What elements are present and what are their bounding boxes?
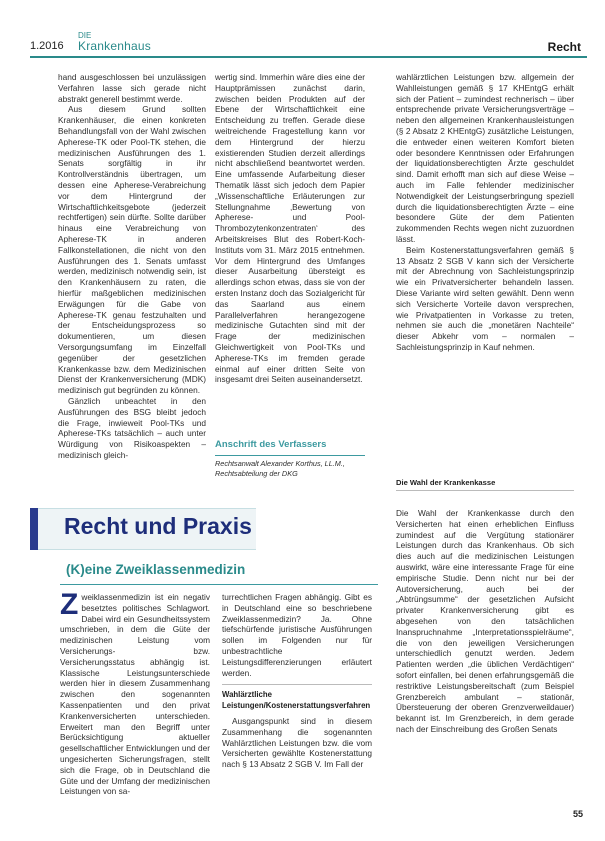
drop-cap: Z — [60, 592, 79, 621]
paragraph — [60, 592, 210, 797]
page-header — [0, 0, 605, 60]
magazine-logo: Krankenhaus — [78, 39, 151, 53]
author-address: Rechtsanwalt Alexander Korthus, LL.M., Rechtsabteilung der DKG — [215, 459, 345, 478]
article-title: (K)eine Zweiklassenmedizin — [66, 562, 246, 577]
top-column-1 — [58, 72, 206, 461]
subheading-divider — [396, 490, 574, 491]
page-number: 55 — [572, 809, 583, 819]
banner-title: Recht und Praxis — [64, 513, 252, 539]
article-column-2 — [222, 592, 372, 822]
paragraph: Die Wahl der Krankenkasse durch den Versicherten hat einen erheblichen Einfluss zumindest auf die Vergütung stationärer Leistungen durch das Krankenhaus. Ob sich dies auch auf die medizinischen Leistungen auswirkt, wäre eine interessante Frage für eine empirische Studie. Denn nicht nur bei der Autoversicherung, auch bei der „Abtrüngsumme“ der gesetzlichen Aufsicht privater Krankenversicherung gibt es abgesehen von den tatsächlichen Inanspruchnahme „Interpretationsspielräume“, die von den jeweiligen Versicherungen unterschiedlich genutzt werden. Jedem Patienten werden „die üblichen Verdächtigen“ sofort einfallen, bei denen erfahrungsgemäß die restriktive Leistungsbereitschaft (zum Beispiel Grenzbereich ambulant – stationär, Übersteuerung der oberen Grenzverweildauer) bekannt ist. Im Grenzbereich, in dem gerade nach der Einschreibung des Großen Senats — [396, 508, 574, 734]
paragraph: hand ausgeschlossen bei unzulässigen Verfahren lasse sich gerade nicht abstrakt generell bestimmt werde. — [58, 72, 206, 104]
top-column-2 — [215, 72, 365, 432]
paragraph: wahlärztlichen Leistungen bzw. allgemein der Wahlleistungen gemäß § 17 KHEntgG erhält sich der Patient – zumindest rechnerisch – über entsprechende private Versicherungsverträge – neben den allgemeinen Krankenhausleistungen (§ 2 Absatz 2 KHEntgG) zusätzliche Leistungen, die entweder einen weiteren Komfort bieten oder besondere Kenntnissen oder Erfahrungen der liquidationsberechtigten Ärzte geschuldet sind. Damit erhofft man sich auf diese Weise – auch im Falle fehlender medizinischer Notwendigkeit der Leistungserbringung speziell durch die liquidationsberechtigten Ärzte – eine besondere Güte der dem Patienten zukommenden Rechts wegen nicht zuzuordnen lässt. — [396, 72, 574, 244]
banner-accent-bar — [30, 508, 38, 550]
top-column-3 — [396, 72, 574, 472]
paragraph: Ausgangspunkt sind in diesem Zusammenhang die sogenannten Wahlärztlichen Leistungen bzw. die vom Versicherten gewählte Kostenerstattung nach § 13 Absatz 2 SGB V. Im Fall der — [222, 715, 372, 770]
article-column-1 — [60, 592, 210, 822]
article-title-divider — [60, 584, 378, 585]
paragraph: Aus diesem Grund sollten Krankenhäuser, die einen konkreten Behandlungsfall von der Wahl zwischen Apherese-TK oder Pool-TK stehen, die medizinischen Ausführungen des 1. Senats sorgfältig in ihr Kontrollverständnis übertragen, um dessen eine Apherese-Verabreichung vor dem Hintergrund der Wirtschaftlichkeitsgebote (jederzeit rechtfertigen) sein dürfte. Sollte darüber hinaus eine Verabreichung von Apherese-TK in anderen Fallkonstellationen, die nicht von den Ausführungen des 1. Senats umfasst werden, medizinisch notwendig sein, ist den Krankenhäusern zu raten, die hierfür maßgeblichen medizinischen Erwägungen für die Gabe von Apherese-TK genau festzuhalten und der Entscheidungsprozess so dokumentieren, um diesen Versorgungsumfang im Einzelfall gegenüber der gesetzlichen Krankenkasse bzw. dem Medizinischen Dienst der Krankenversicherung (MDK) medizinisch gut begründen zu können. — [58, 104, 206, 396]
paragraph: Gänzlich unbeachtet in den Ausführungen des BSG bleibt jedoch die Frage, inwieweit Pool-TKs und Apherese-TKs tatsächlich – auch unter Würdigung von Risikoaspekten – medizinisch gleich- — [58, 395, 206, 460]
header-divider — [30, 56, 587, 58]
paragraph: Beim Kostenerstattungsverfahren gemäß § 13 Absatz 2 SGB V kann sich der Versicherte mit der Abrechnung von Sachleistungsprinzip wie ein Privatversicherter behandeln lassen. Diese Variante wird selten gewählt. Denn wenn sich Versicherte Vorteile davon versprechen, wie Privatpatienten in Vorkasse zu treten, nehmen sie auch die „monetären Nachteile“ dieser Abkehr vom – normalen – Sachleistungsprinzip in Kauf nehmen. — [396, 244, 574, 352]
issue-number: 1.2016 — [30, 40, 64, 52]
section-label: Recht — [547, 40, 581, 54]
paragraph: turrechtlichen Fragen abhängig. Gibt es in Deutschland eine so beschriebene Zweiklassenmedizin? Ja. Ohne tiefschürfende juristische Ausführungen sollen im Folgenden nur für unbestrachtliche Leistungsdifferenzierungen erläutert werden. — [222, 592, 372, 678]
article-column-3 — [396, 508, 574, 808]
subheading-wahlleistungen: Wahlärztliche Leistungen/Kostenerstattungsverfahren — [222, 684, 372, 712]
logo-prefix: DIE — [78, 31, 92, 40]
paragraph: wertig sind. Immerhin wäre dies eine der Hauptprämissen zunächst darin, zwischen beiden Produkten auf der Ebene der Wirtschaftlichkeit eine Entscheidung zu treffen. Gerade diese weitreichende Fragestellung kann vor dem Hintergrund der hierzu existierenden Studien derzeit allerdings nicht abschließend beantwortet werden. Eine umfassende Aufarbeitung dieser Thematik lässt sich jedoch dem Papier „Wissenschaftliche Erläuterungen zur Stellungnahme ‚Bewertung von Apherese- und Pool-Thrombozytenkonzentraten‘ des Arbeitskreises Blut des Robert-Koch-Instituts vom 31. März 2015 entnehmen. Vor dem Hintergrund des Umfanges dieser Ausarbeitung übersteigt es allerdings schon etwas, dass sie von der ersten Instanz doch das Sozialgericht für das Saarland aus einem Parallelverfahren herangezogene medizinische Gutachten sind mit der Frage der medizinischen Gleichwertigkeit von Pool-TKs und Apherese-TKs im fremden gerade einmal auf einer dritten Seite von insgesamt drei Seiten auseinandersetzt. — [215, 72, 365, 385]
author-address-divider — [215, 455, 365, 456]
subheading-krankenkasse: Die Wahl der Krankenkasse — [396, 478, 496, 487]
paragraph-text: weiklassenmedizin ist ein negativ besetztes politisches Schlagwort. Dabei wird ein Gesundheitssystem umschrieben, in dem die Güte der medizinischen Leistung vom Versicherungs- bzw. Versicherungsstatus abhängig ist. Klassische Leistungsunterschiede werden hier in diesem Zusammenhang zwischen den sogenannten Kassenpatienten und den privat Krankenversicherten unterschieden. Erweitert man den Begriff unter Berücksichtigung aktueller gesellschaftlicher Entwicklungen und der ungesicherten Sicherungsfragen, stellt sich die Frage, ob in Deutschland die Güte und der Umfang der medizinischen Leistungen von sa- — [60, 592, 210, 797]
author-address-heading: Anschrift des Verfassers — [215, 439, 327, 450]
